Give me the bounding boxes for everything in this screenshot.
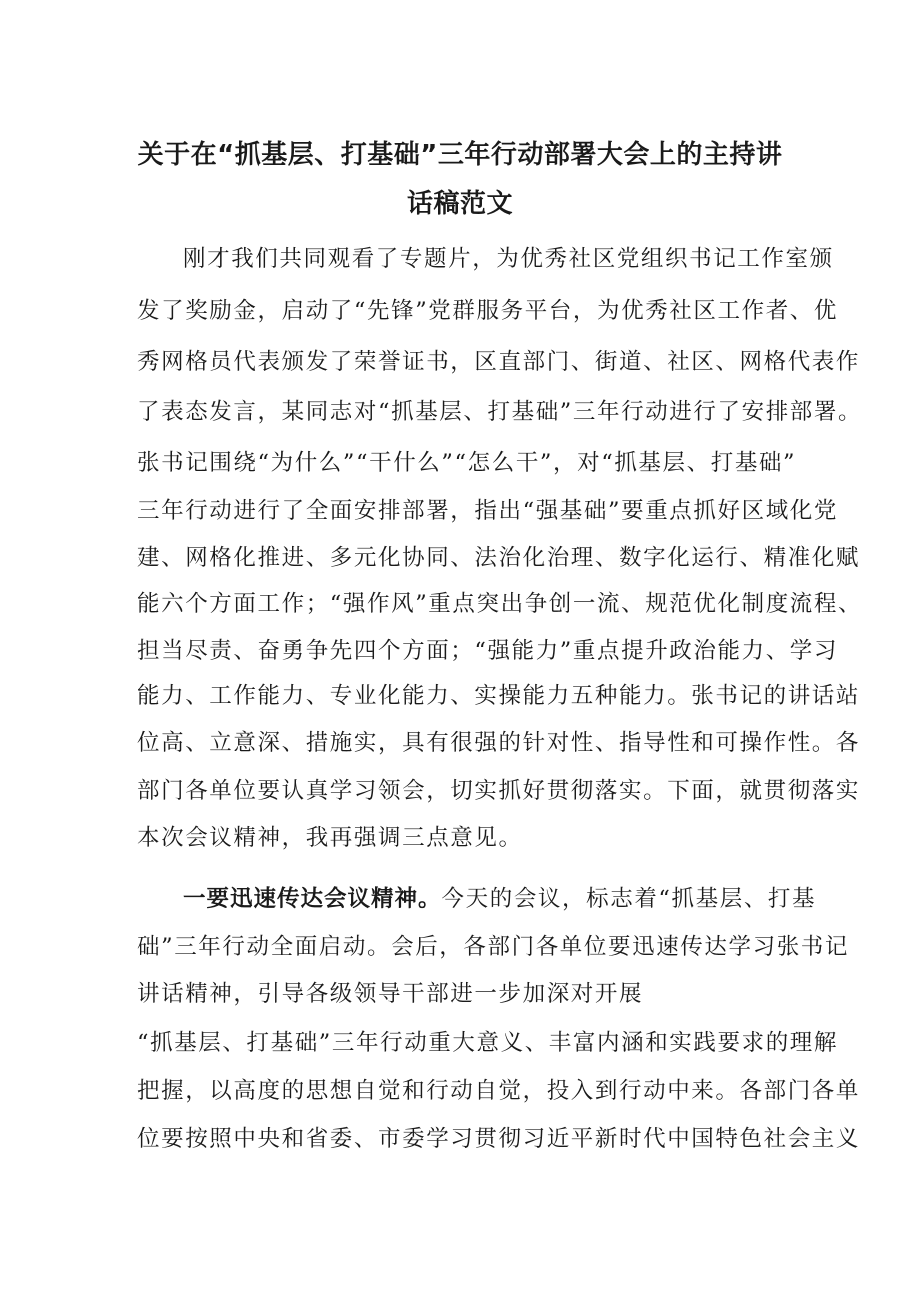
paragraph-1-line: 秀网格员代表颁发了荣誉证书，区直部门、街道、社区、网格代表作 bbox=[137, 349, 861, 375]
paragraph-1-line: 刚才我们共同观看了专题片，为优秀社区党组织书记工作室颁 bbox=[183, 246, 834, 272]
paragraph-1-line: 能力、工作能力、专业化能力、实操能力五种能力。张书记的讲话站 bbox=[137, 683, 861, 709]
document-title-line-1: 关于在“抓基层、打基础”三年行动部署大会上的主持讲 bbox=[137, 140, 783, 170]
paragraph-2-line: “抓基层、打基础”三年行动重大意义、丰富内涵和实践要求的理解 bbox=[137, 1030, 839, 1056]
paragraph-1-line: 本次会议精神，我再强调三点意见。 bbox=[137, 825, 523, 851]
paragraph-1-line: 张书记围绕“为什么”“干什么”“怎么干”，对“抓基层、打基础” bbox=[137, 450, 797, 476]
paragraph-2-line: 讲话精神，引导各级领导干部进一步加深对开展 bbox=[137, 981, 644, 1007]
paragraph-1-line: 发了奖励金，启动了“先锋”党群服务平台，为优秀社区工作者、优 bbox=[137, 298, 839, 324]
paragraph-1-line: 担当尽责、奋勇争先四个方面；“强能力”重点提升政治能力、学习 bbox=[137, 638, 839, 664]
paragraph-1-line: 了表态发言，某同志对“抓基层、打基础”三年行动进行了安排部署。 bbox=[137, 399, 863, 425]
paragraph-2-line: 把握，以高度的思想自觉和行动自觉，投入到行动中来。各部门各单 bbox=[137, 1078, 861, 1104]
document-title-line-2: 话稿范文 bbox=[406, 189, 513, 219]
paragraph-2-line: 位要按照中央和省委、市委学习贯彻习近平新时代中国特色社会主义 bbox=[137, 1126, 861, 1152]
paragraph-1-line: 位高、立意深、措施实，具有很强的针对性、指导性和可操作性。各 bbox=[137, 730, 861, 756]
paragraph-1-line: 部门各单位要认真学习领会，切实抓好贯彻落实。下面，就贯彻落实 bbox=[137, 778, 861, 804]
paragraph-2-line: 础”三年行动全面启动。会后，各部门各单位要迅速传达学习张书记 bbox=[137, 934, 850, 960]
paragraph-1-line: 三年行动进行了全面安排部署，指出“强基础”要重点抓好区域化党 bbox=[137, 498, 839, 524]
paragraph-2-first-line-text: 今天的会议，标志着“抓基层、打基 bbox=[441, 886, 817, 912]
paragraph-2-lead-heading: 一要迅速传达会议精神。 bbox=[183, 886, 442, 912]
paragraph-1-line: 能六个方面工作；“强作风”重点突出争创一流、规范优化制度流程、 bbox=[137, 591, 863, 617]
paragraph-2-first-line bbox=[183, 884, 816, 914]
paragraph-1-line: 建、网格化推进、多元化协同、法治化治理、数字化运行、精准化赋 bbox=[137, 545, 861, 571]
